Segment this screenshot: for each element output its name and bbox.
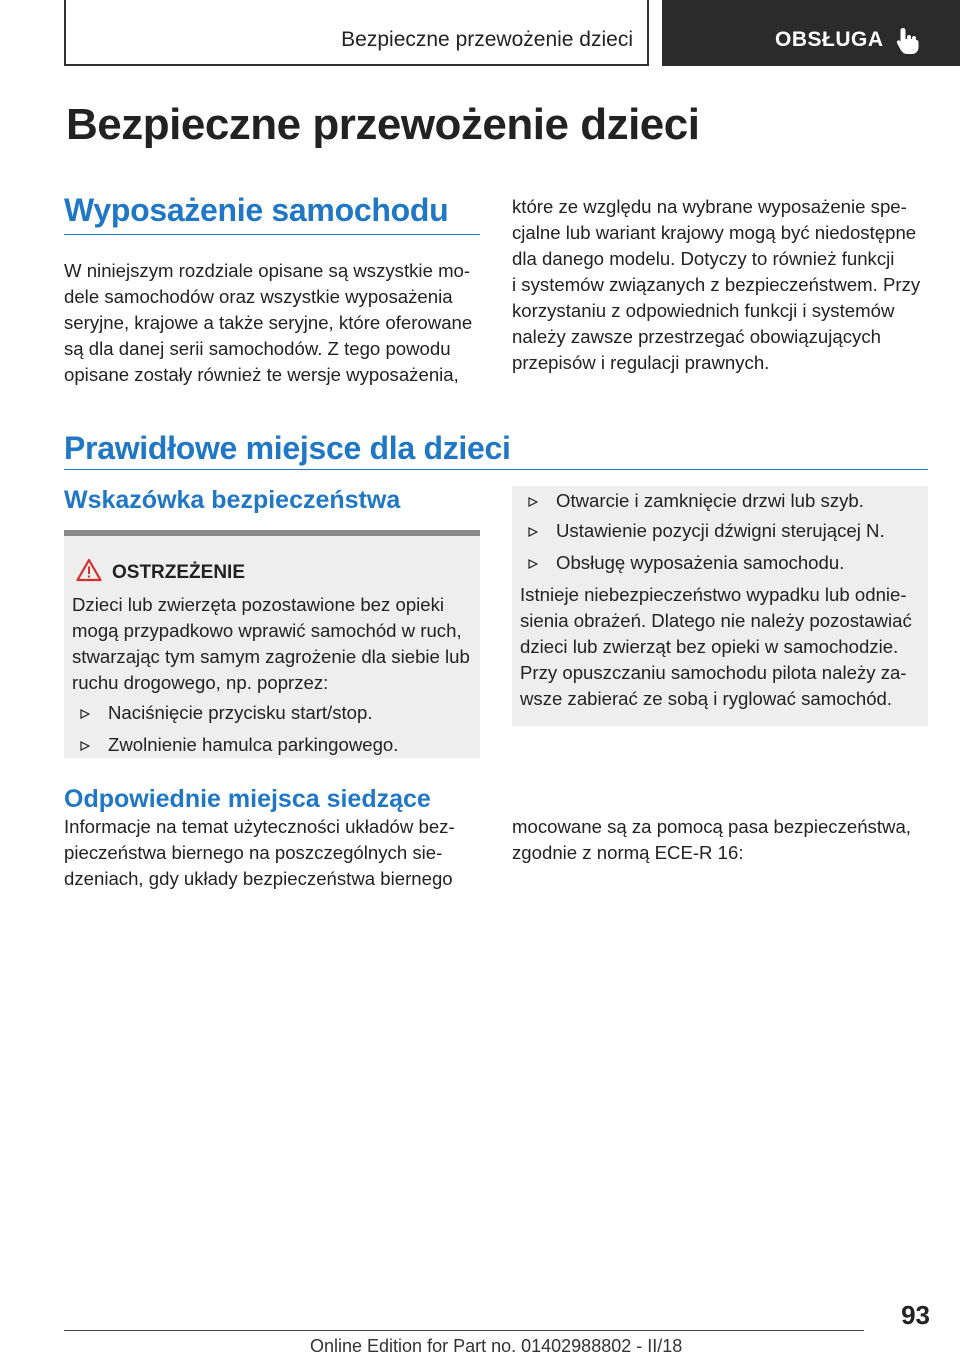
hand-pointer-icon [895,26,921,56]
equipment-text-right [512,194,932,376]
text-line: które ze względu na wybrane wyposażenie spe- [512,196,907,217]
warning-box [64,530,480,758]
footer-rule [64,1330,864,1331]
text-line: ruchu drogowego, np. poprzez: [72,672,329,693]
text-line: seryjne, krajowe a także seryjne, które oferowane [64,312,473,333]
text-line: sienia obrażeń. Dlatego nie należy pozostawiać [520,610,912,631]
bullet-triangle-icon [528,497,538,507]
warning-closing-text [520,582,930,712]
text-line: mocowane są za pomocą pasa bezpieczeństwa, [512,816,911,837]
section-rule-place [64,469,928,470]
text-line: dzeniach, gdy układy bezpieczeństwa biernego [64,868,453,889]
list-item-text: Ustawienie pozycji dźwigni sterującej N. [556,520,885,541]
header-section-title: Bezpieczne przewożenie dzieci [341,28,633,51]
header-tab-obsluga[interactable] [662,0,960,66]
text-line: dele samochodów oraz wszystkie wyposażenia [64,286,453,307]
bullet-triangle-icon [528,559,538,569]
bullet-triangle-icon [80,709,90,719]
list-item-text: Naciśnięcie przycisku start/stop. [108,702,373,723]
warning-box-continued [512,486,928,726]
header-section-box [64,0,649,66]
page-title: Bezpieczne przewożenie dzieci [66,100,700,149]
warning-label: OSTRZEŻENIE [112,562,246,583]
text-line: Istnieje niebezpieczeństwo wypadku lub odnie- [520,584,907,605]
text-line: pieczeństwa biernego na poszczególnych sie- [64,842,443,863]
list-item-text: Zwolnienie hamulca parkingowego. [108,734,399,755]
text-line: wsze zabierać ze sobą i ryglować samochód. [520,688,893,709]
text-line: przepisów i regulacji prawnych. [512,352,770,373]
text-line: korzystaniu z odpowiednich funkcji i systemów [512,300,895,321]
list-item-text: Obsługę wyposażenia samochodu. [556,552,845,573]
subheading-seats: Odpowiednie miejsca siedzące [64,785,431,813]
section-rule-equipment [64,234,480,235]
footer-edition: Online Edition for Part no. 01402988802 - II/18 [310,1336,683,1356]
subheading-safety: Wskazówka bezpieczeństwa [64,486,401,514]
text-line: należy zawsze przestrzegać obowiązujących [512,326,881,347]
page-number: 93 [901,1300,930,1330]
seats-text-right [512,814,932,866]
text-line: W niniejszym rozdziale opisane są wszystkie mo- [64,260,471,281]
list-item-text: Otwarcie i zamknięcie drzwi lub szyb. [556,490,864,511]
text-line: są dla danej serii samochodów. Z tego powodu [64,338,451,359]
seats-text-left [64,814,484,892]
warning-text [72,592,482,696]
text-line: opisane zostały również te wersje wyposażenia, [64,364,459,385]
section-heading-equipment: Wyposażenie samochodu [64,192,449,228]
section-heading-place: Prawidłowe miejsce dla dzieci [64,430,511,466]
text-line: Dzieci lub zwierzęta pozostawione bez opieki [72,594,445,615]
text-line: dla danego modelu. Dotyczy to również funkcji [512,248,895,269]
text-line: cjalne lub wariant krajowy mogą być niedostępne [512,222,917,243]
bullet-triangle-icon [80,741,90,751]
text-line: Przy opuszczaniu samochodu pilota należy za- [520,662,907,683]
header-tab-label: OBSŁUGA [775,28,884,51]
text-line: stwarzając tym samym zagrożenie dla siebie lub [72,646,470,667]
text-line: Informacje na temat użyteczności układów bez- [64,816,455,837]
text-line: zgodnie z normą ECE-R 16: [512,842,744,863]
equipment-text-left [64,258,484,388]
bullet-triangle-icon [528,527,538,537]
text-line: i systemów związanych z bezpieczeństwem. Przy [512,274,921,295]
text-line: dzieci lub zwierząt bez opieki w samochodzie. [520,636,899,657]
warning-triangle-icon [76,558,102,582]
text-line: mogą przypadkowo wprawić samochód w ruch, [72,620,462,641]
